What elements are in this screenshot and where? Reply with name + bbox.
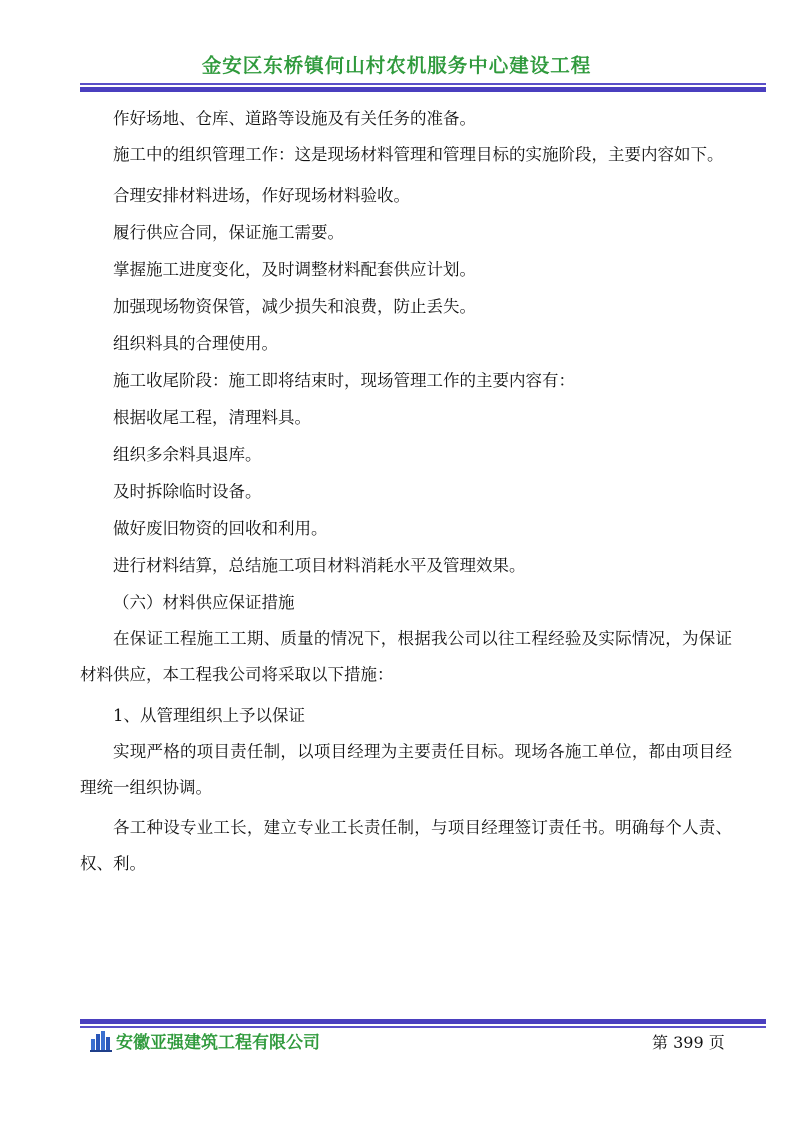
document-body xyxy=(80,100,732,886)
paragraph: 掌握施工进度变化，及时调整材料配套供应计划。 xyxy=(113,260,476,279)
paragraph: 履行供应合同，保证施工需要。 xyxy=(113,223,344,242)
paragraph: 做好废旧物资的回收和利用。 xyxy=(113,519,328,538)
paragraph: 各工种设专业工长，建立专业工长责任制，与项目经理签订责任书。明确每个人责、权、利。 xyxy=(80,818,732,873)
section-heading: （六）材料供应保证措施 xyxy=(113,593,295,612)
paragraph: 实现严格的项目责任制，以项目经理为主要责任目标。现场各施工单位，都由项目经理统一组织协调。 xyxy=(80,742,732,797)
paragraph: 在保证工程施工工期、质量的情况下，根据我公司以往工程经验及实际情况，为保证材料供应，本工程我公司将采取以下措施： xyxy=(80,629,732,684)
paragraph: 施工中的组织管理工作：这是现场材料管理和管理目标的实施阶段，主要内容如下。 xyxy=(113,145,724,164)
paragraph: 作好场地、仓库、道路等设施及有关任务的准备。 xyxy=(113,109,476,128)
page-number: 第 399 页 xyxy=(652,1033,725,1052)
building-logo-icon xyxy=(90,1030,112,1052)
paragraph: 合理安排材料进场，作好现场材料验收。 xyxy=(113,186,410,205)
subsection-heading: 1、从管理组织上予以保证 xyxy=(113,706,305,725)
paragraph: 组织料具的合理使用。 xyxy=(113,334,278,353)
header-rule-thin xyxy=(80,83,766,85)
header-title: 金安区东桥镇何山村农机服务中心建设工程 xyxy=(201,54,592,77)
paragraph: 根据收尾工程，清理料具。 xyxy=(113,408,311,427)
paragraph: 组织多余料具退库。 xyxy=(113,445,262,464)
footer-rule-thick xyxy=(80,1019,766,1024)
footer-company xyxy=(90,1028,320,1053)
footer-company-name: 安徽亚强建筑工程有限公司 xyxy=(116,1033,320,1053)
paragraph: 进行材料结算，总结施工项目材料消耗水平及管理效果。 xyxy=(113,556,526,575)
header-rule-thick xyxy=(80,87,766,92)
paragraph: 加强现场物资保管，减少损失和浪费，防止丢失。 xyxy=(113,297,476,316)
paragraph: 施工收尾阶段：施工即将结束时，现场管理工作的主要内容有： xyxy=(113,371,575,390)
paragraph: 及时拆除临时设备。 xyxy=(113,482,262,501)
